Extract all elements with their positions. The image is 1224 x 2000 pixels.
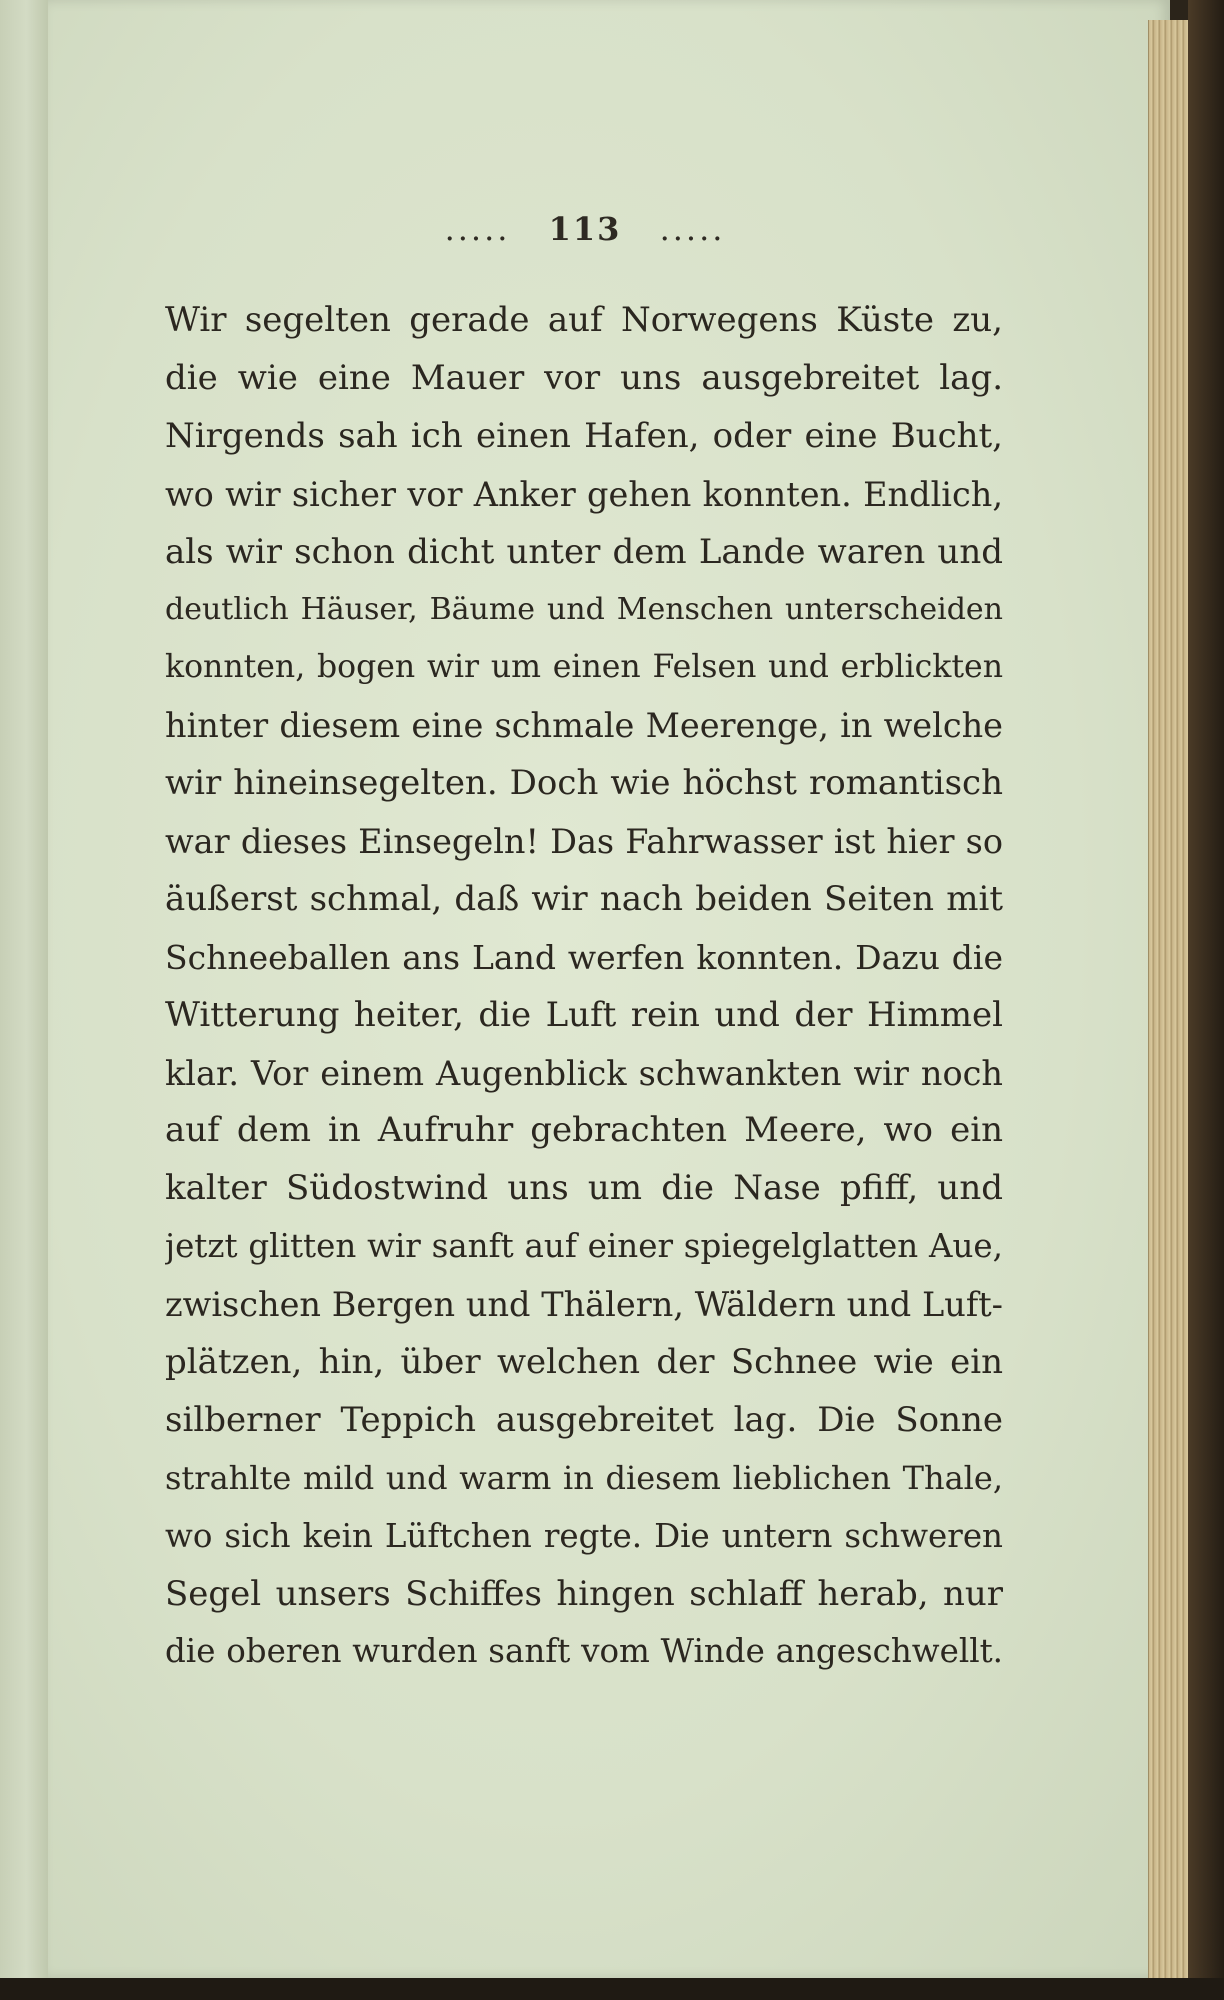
left-page-edge	[0, 0, 48, 2000]
text-line: Segel unsers Schiffes hingen schlaff herab, nur	[165, 1573, 1003, 1614]
body-text	[165, 292, 1003, 1681]
text-line: Schneeballen ans Land werfen konnten. Dazu die	[165, 937, 1003, 977]
text-line: wir hineinsegelten. Doch wie höchst romantisch	[165, 763, 1003, 804]
text-line: plätzen, hin, über welchen der Schnee wie ein	[165, 1342, 1003, 1383]
text-line: silberner Teppich ausgebreitet lag. Die Sonne	[165, 1399, 1003, 1440]
page-header	[0, 210, 1170, 248]
text-line: Wir segelten gerade auf Norwegens Küste zu,	[165, 300, 1003, 340]
bottom-cover-edge	[0, 1978, 1224, 2000]
book-cover-edge	[1188, 0, 1224, 2000]
text-line: die wie eine Mauer vor uns ausgebreitet lag.	[165, 357, 1003, 398]
header-dots-left: .....	[444, 210, 511, 248]
text-line: Witterung heiter, die Luft rein und der Himmel	[165, 994, 1003, 1035]
text-line: hinter diesem eine schmale Meerenge, in welche	[165, 706, 1003, 746]
text-line: klar. Vor einem Augenblick schwankten wir noch	[165, 1053, 1003, 1093]
text-line: wo sich kein Lüftchen regte. Die untern schweren	[165, 1516, 1003, 1555]
text-line: konnten, bogen wir um einen Felsen und erblickten	[165, 649, 1003, 686]
text-line: strahlte mild und warm in diesem lieblichen Thale,	[165, 1458, 1003, 1497]
text-line: zwischen Bergen und Thälern, Wäldern und Luft-	[165, 1285, 1003, 1325]
text-line: deutlich Häuser, Bäume und Menschen unterscheiden	[165, 592, 1003, 628]
text-line: kalter Südostwind uns um die Nase pfiff, und	[165, 1168, 1003, 1209]
text-line: auf dem in Aufruhr gebrachten Meere, wo ein	[165, 1110, 1003, 1151]
text-line: äußerst schmal, daß wir nach beiden Seiten mit	[165, 878, 1003, 919]
text-line: wo wir sicher vor Anker gehen konnten. Endlich,	[165, 474, 1003, 514]
page-number: 113	[548, 210, 622, 248]
text-line: als wir schon dicht unter dem Lande waren und	[165, 531, 1003, 572]
page-stack-edge	[1148, 20, 1189, 1980]
text-line: Nirgends sah ich einen Hafen, oder eine Bucht,	[165, 415, 1003, 456]
header-dots-right: .....	[659, 210, 726, 248]
text-line: war dieses Einsegeln! Das Fahrwasser ist hier so	[165, 822, 1003, 862]
text-line: die oberen wurden sanft vom Winde angeschwellt.	[165, 1632, 1003, 1671]
text-line: jetzt glitten wir sanft auf einer spiegelglatten Aue,	[165, 1227, 1003, 1266]
